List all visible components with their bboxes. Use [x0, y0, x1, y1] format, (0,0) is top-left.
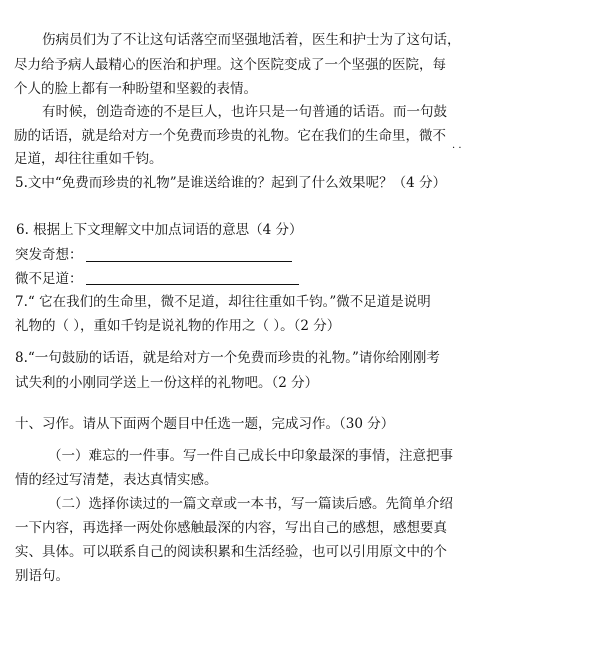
passage-p1-line3: 个人的脸上都有一种盼望和坚毅的表情。 — [14, 81, 257, 97]
passage-p1-line1: 伤病员们为了不让这句话落空而坚强地活着，医生和护士为了这句话， — [42, 32, 461, 48]
question-7-line1: 7.“ 它在我们的生命里，微不足道，却往往重如千钧。”微不足道是说明 — [15, 294, 431, 310]
question-5: 5.文中“免费而珍贵的礼物”是谁送给谁的？起到了什么效果呢？（4 分） — [15, 175, 447, 191]
q6-label-weibuzudao: 微不足道： — [15, 271, 83, 287]
composition-option2-line2: 一下内容，再选择一两处你感触最深的内容，写出自己的感想，感想要真 — [15, 520, 447, 536]
question-8-line1: 8.“一句鼓励的话语，就是给对方一个免费而珍贵的礼物。”请你给刚刚考 — [15, 350, 440, 366]
passage-p2-line2: 励的话语，就是给对方一个免费而珍贵的礼物。它在我们的生命里，微不 — [14, 128, 446, 144]
passage-p2-line1: 有时候，创造奇迹的不是巨人，也许只是一句普通的话语。而一句鼓 — [42, 104, 447, 120]
q6-label-tufa-qixiang: 突发奇想： — [15, 247, 83, 263]
composition-title: 十、习作。请从下面两个题目中任选一题，完成习作。（30 分） — [15, 416, 395, 432]
passage-p1-line2: 尽力给予病人最精心的医治和护理。这个医院变成了一个坚强的医院，每 — [14, 57, 446, 73]
composition-option2-line1: （二）选择你读过的一篇文章或一本书，写一篇读后感。先简单介绍 — [48, 496, 453, 512]
composition-option2-line3: 实、具体。可以联系自己的阅读积累和生活经验，也可以引用原文中的个 — [15, 544, 447, 560]
emphasis-dots: · · — [452, 143, 462, 154]
question-6: 6. 根据上下文理解文中加点词语的意思（4 分） — [16, 222, 303, 238]
composition-option1-line2: 情的经过写清楚，表达真情实感。 — [15, 472, 218, 488]
question-8-line2: 试失利的小刚同学送上一份这样的礼物吧。（2 分） — [15, 375, 319, 391]
question-7-line2: 礼物的（ ），重如千钧是说礼物的作用之（ ）。（2 分） — [15, 318, 341, 334]
q6-answer-line-2[interactable] — [86, 284, 299, 285]
composition-option1-line1: （一）难忘的一件事。写一件自己成长中印象最深的事情，注意把事 — [48, 448, 453, 464]
passage-p2-line3: 足道，却往往重如千钧。 — [14, 151, 163, 167]
q6-answer-line-1[interactable] — [86, 261, 292, 262]
composition-option2-line4: 别语句。 — [15, 568, 69, 584]
